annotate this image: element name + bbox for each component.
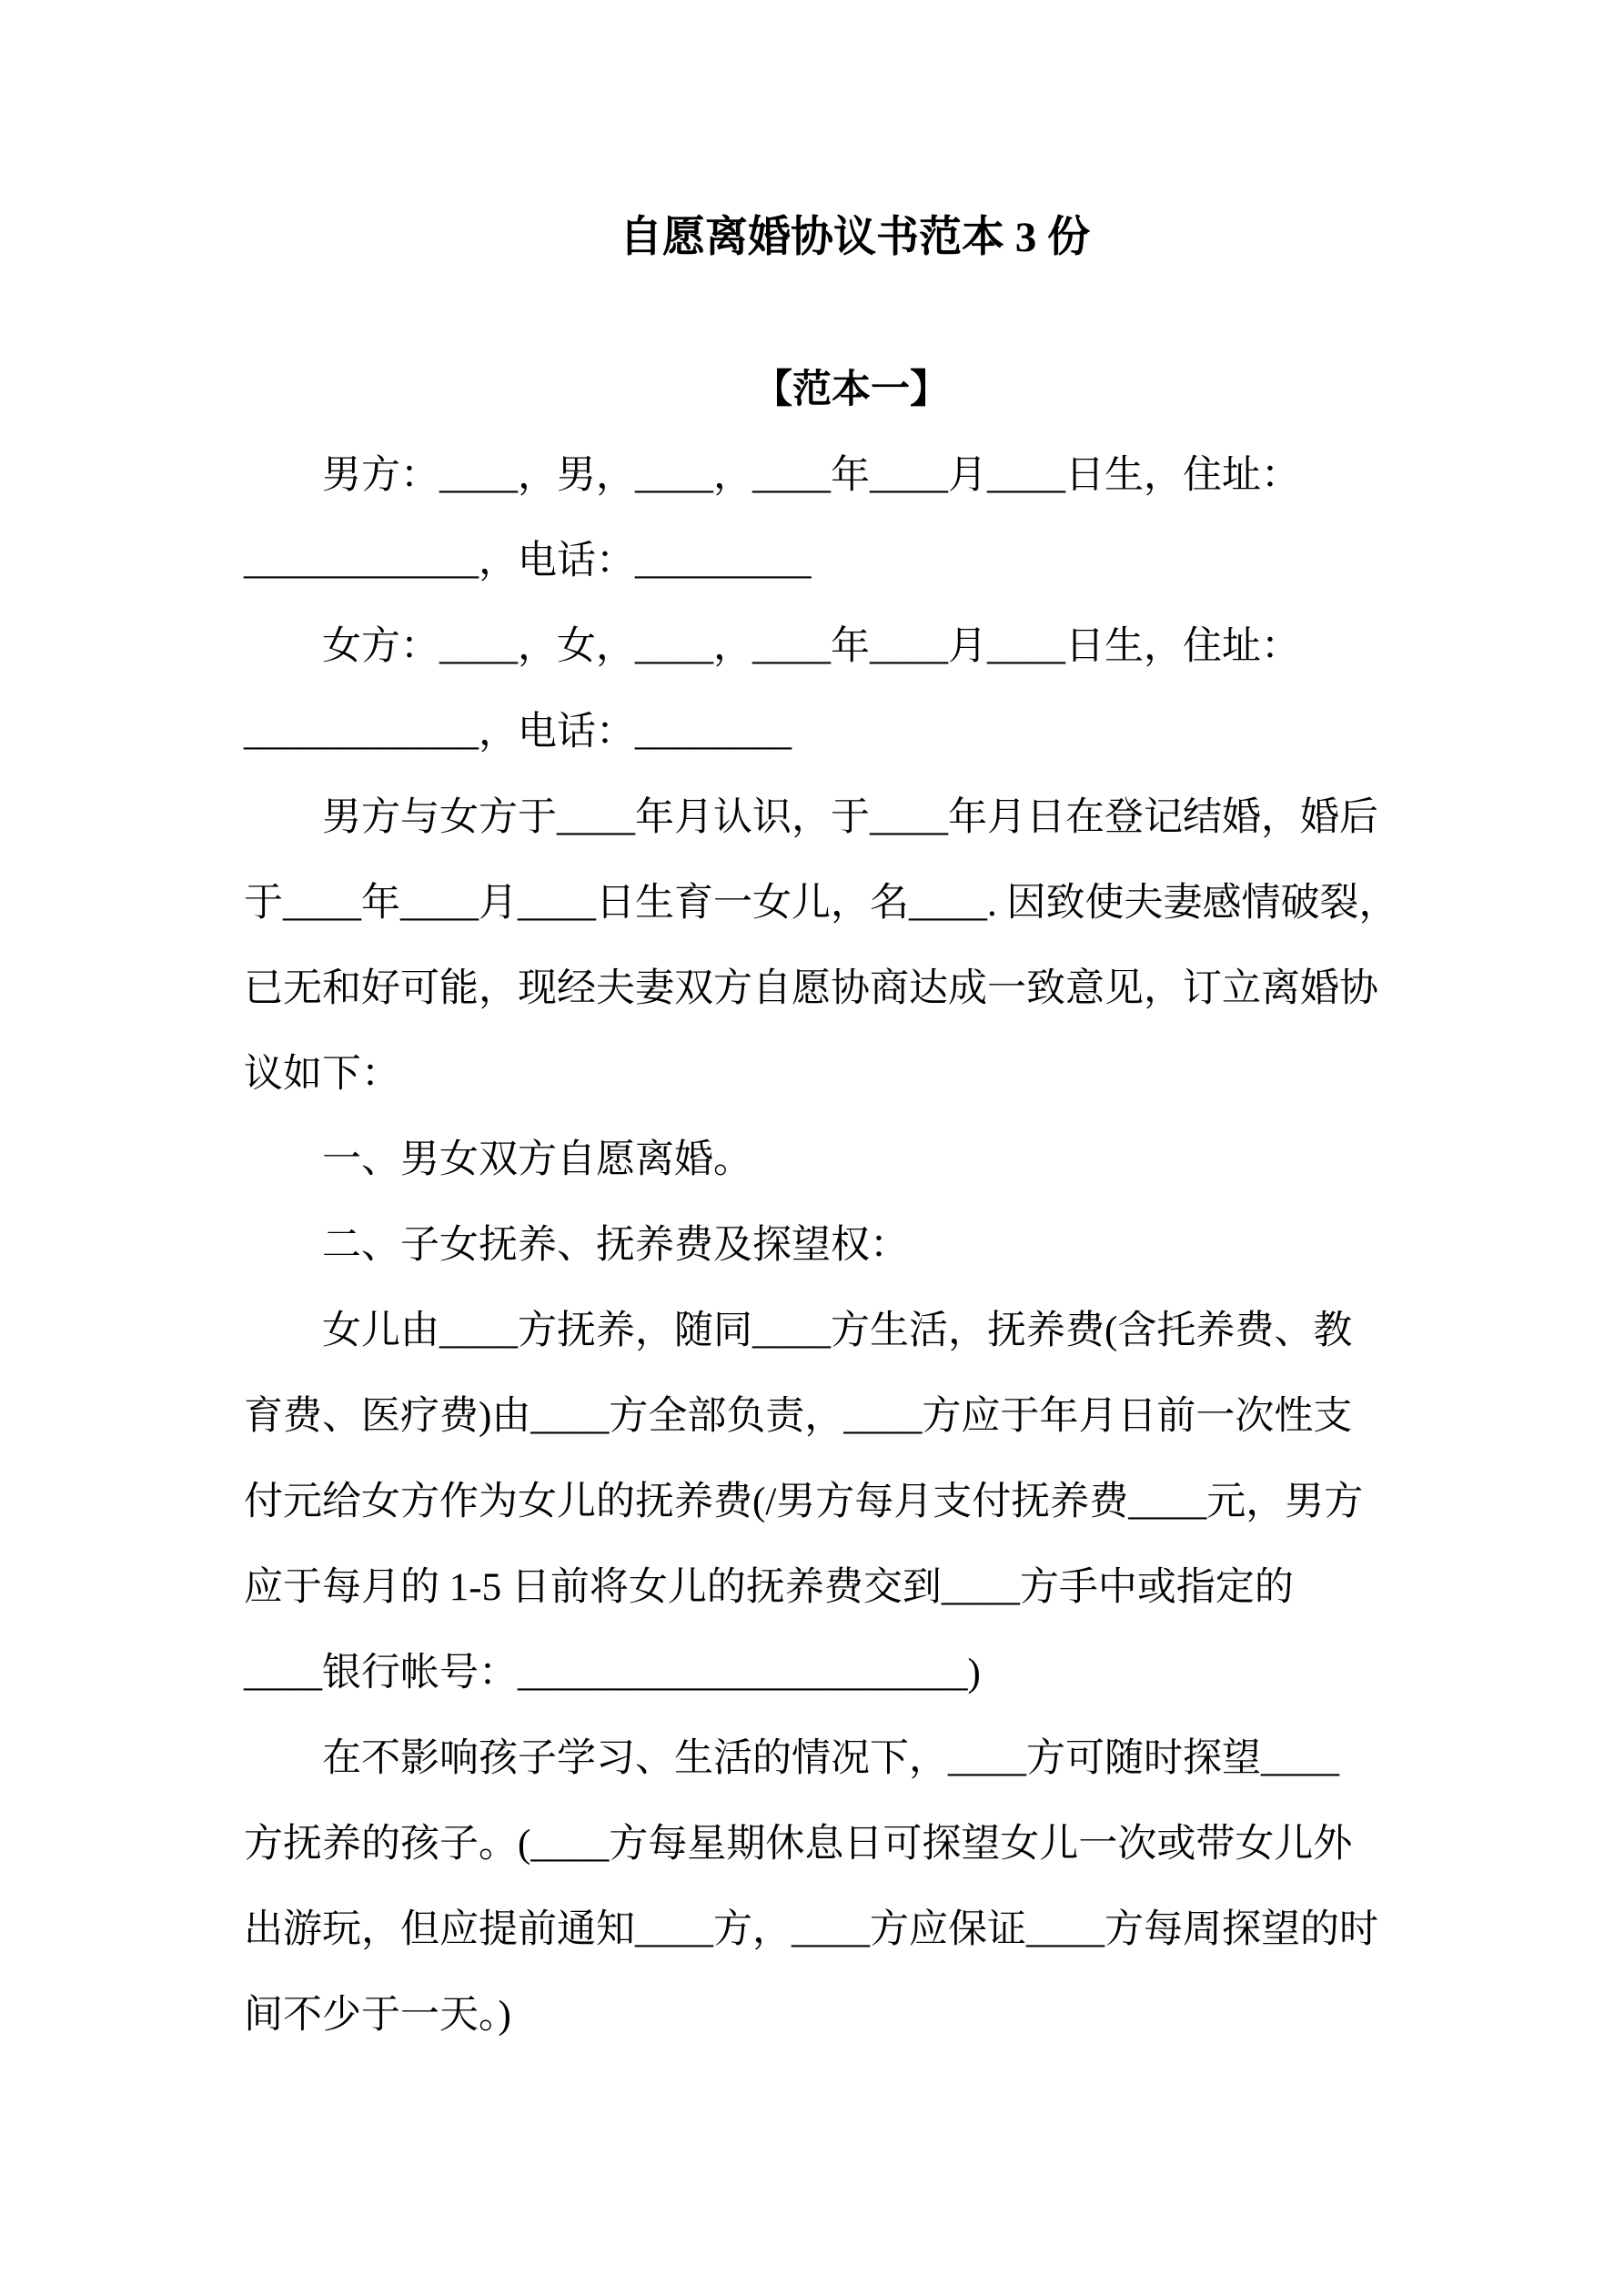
section-heading: 【范本一】	[753, 369, 949, 411]
document-line: 出游玩，但应提前通知____方，____方应保证____方每周探望的时	[244, 1908, 1378, 1951]
document-line: 议如下：	[244, 1053, 400, 1096]
document-line: 方抚养的孩子。(____方每星期休息日可探望女儿一次或带女儿外	[244, 1823, 1353, 1866]
document-line: ____________，电话：________	[244, 711, 792, 754]
document-line: 二、子女抚养、抚养费及探望权：	[322, 1224, 909, 1267]
document-line: ____________，电话：_________	[244, 540, 812, 582]
document-line: 已无和好可能，现经夫妻双方自愿协商达成一致意见，订立离婚协	[244, 967, 1378, 1010]
document-line: 男方：____，男，____，____年____月____日生，住址：	[322, 454, 1300, 497]
document-line: 付元给女方作为女儿的抚养费(/男方每月支付抚养费____元，男方	[244, 1481, 1364, 1523]
document-line: 女方：____，女，____，____年____月____日生，住址：	[322, 625, 1300, 668]
document-line: 间不少于一天。)	[244, 1994, 511, 2037]
document-line: 育费、医疗费)由____方全部负责，____方应于年月日前一次性支	[244, 1395, 1353, 1438]
document-line: ____银行帐号：_______________________)	[244, 1652, 981, 1694]
document-line: 女儿由____方抚养，随同____方生活，抚养费(含托养费、教	[322, 1310, 1353, 1352]
document-title: 自愿离婚协议书范本 3 份	[620, 214, 1090, 261]
document-line: 男方与女方于____年月认识，于____年月日在登记结婚，婚后	[322, 796, 1378, 839]
document-body	[244, 433, 1398, 2058]
document-line: 一、男女双方自愿离婚。	[322, 1138, 752, 1181]
document-line: 应于每月的 1-5 日前将女儿的抚养费交到____方手中或指定的	[244, 1566, 1294, 1609]
document-line: 于____年____月____日生育一女儿，名____. 因致使夫妻感情破裂，	[244, 882, 1398, 925]
document-line: 在不影响孩子学习、生活的情况下，____方可随时探望____	[322, 1737, 1339, 1780]
